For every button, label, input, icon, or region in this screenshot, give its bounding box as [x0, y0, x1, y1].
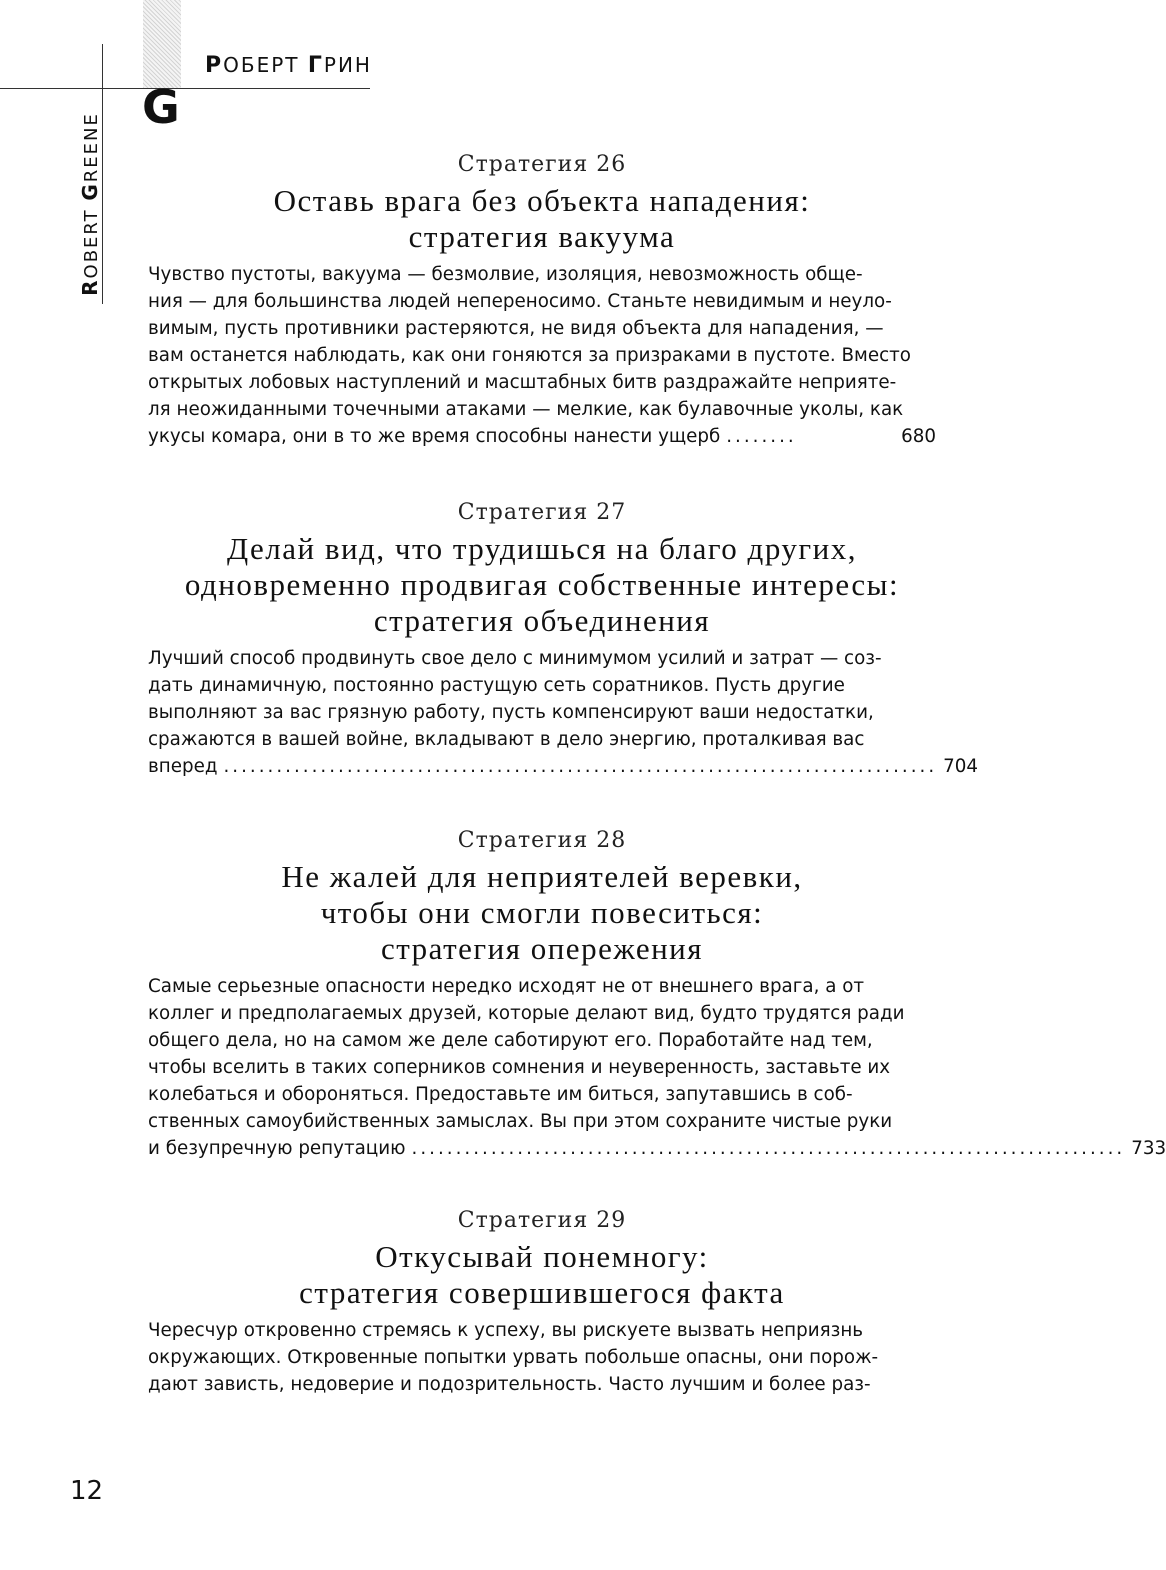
strategy-entry [148, 152, 936, 450]
strategy-description: Чересчур откровенно стремясь к успеху, вы рискуете вызвать неприязнь окружающих. Откровенные попытки урвать побольше опасны, они порож- дают зависть, недоверие и подозрительность. Часто лучшим и более раз- [148, 1320, 879, 1395]
strategy-label: Стратегия 29 [457, 1208, 627, 1233]
strategy-title: Оставь врага без объекта нападения: стратегия вакуума [273, 183, 811, 254]
strategy-label: Стратегия 26 [457, 152, 627, 177]
strategy-description: Лучший способ продвинуть свое дело с минимумом усилий и затрат — соз- дать динамичную, постоянно растущую сеть соратников. Пусть другие выполняют за вас грязную работу, пусть компенсируют ваши недостатки, сражаются в вашей войне, вкладывают в дело энергию, проталкивая вас вперед ................................................................................. 704 [148, 645, 936, 780]
strategy-description: Самые серьезные опасности нередко исходят не от внешнего врага, а от коллег и предполагаемых друзей, которые делают вид, будто трудятся ради общего дела, но на самом же деле саботируют его. Поработайте над тем, чтобы вселить в таких соперников сомнения и неуверенность, заставьте их колебаться и обороняться. Предоставьте им биться, запутавшись в соб- ственных самоубийственных замыслах. Вы при этом сохраните чистые руки и безупречную репутацию ................................................................................. 733 [148, 973, 936, 1162]
toc-page-ref[interactable]: укусы комара, они в то же время способны нанести ущерб ........ 680 [148, 423, 936, 450]
strategy-label: Стратегия 28 [457, 828, 627, 853]
strategy-title: Откусывай понемногу: стратегия совершившегося факта [299, 1239, 785, 1310]
strategy-entry [148, 1208, 936, 1398]
toc-page-ref[interactable]: и безупречную репутацию ................................................................................. 733 [148, 1135, 936, 1162]
strategy-entry [148, 500, 979, 780]
g-logo-icon: G [142, 80, 180, 134]
strategy-title: Делай вид, что трудишься на благо других, одновременно продвигая собственные интересы: стратегия объединения [184, 531, 900, 638]
strategy-description: Чувство пустоты, вакуума — безмолвие, изоляция, невозможность обще- ния — для большинства людей непереносимо. Станьте невидимым и неуло- вимым, пусть противники растеряются, не видя объекта для нападения, — вам останется наблюдать, как они гоняются за призраками в пустоте. Вместо открытых лобовых наступлений и масштабных битв раздражайте неприяте- ля неожиданными точечными атаками — мелкие, как булавочные уколы, как укусы комара, они в то же время способны нанести ущерб ........ 680 [148, 261, 936, 450]
strategy-label: Стратегия 27 [457, 500, 627, 525]
page-ref-number: 704 [943, 756, 979, 777]
running-head: РОБЕРТ ГРИН [205, 53, 372, 78]
strategy-entry [148, 828, 1166, 1162]
header-decorative-strip [143, 0, 181, 88]
header-rule [0, 88, 370, 89]
page-ref-number: 733 [1131, 1138, 1166, 1159]
page-ref-number: 680 [901, 426, 936, 447]
page-number: 12 [70, 1476, 104, 1506]
vertical-author-name: ROBERT GREENE [78, 112, 102, 296]
strategy-title: Не жалей для неприятелей веревки, чтобы они смогли повеситься: стратегия опережения [281, 859, 803, 966]
side-rule [102, 44, 103, 304]
toc-page-ref[interactable]: вперед ................................................................................. 704 [148, 753, 936, 780]
